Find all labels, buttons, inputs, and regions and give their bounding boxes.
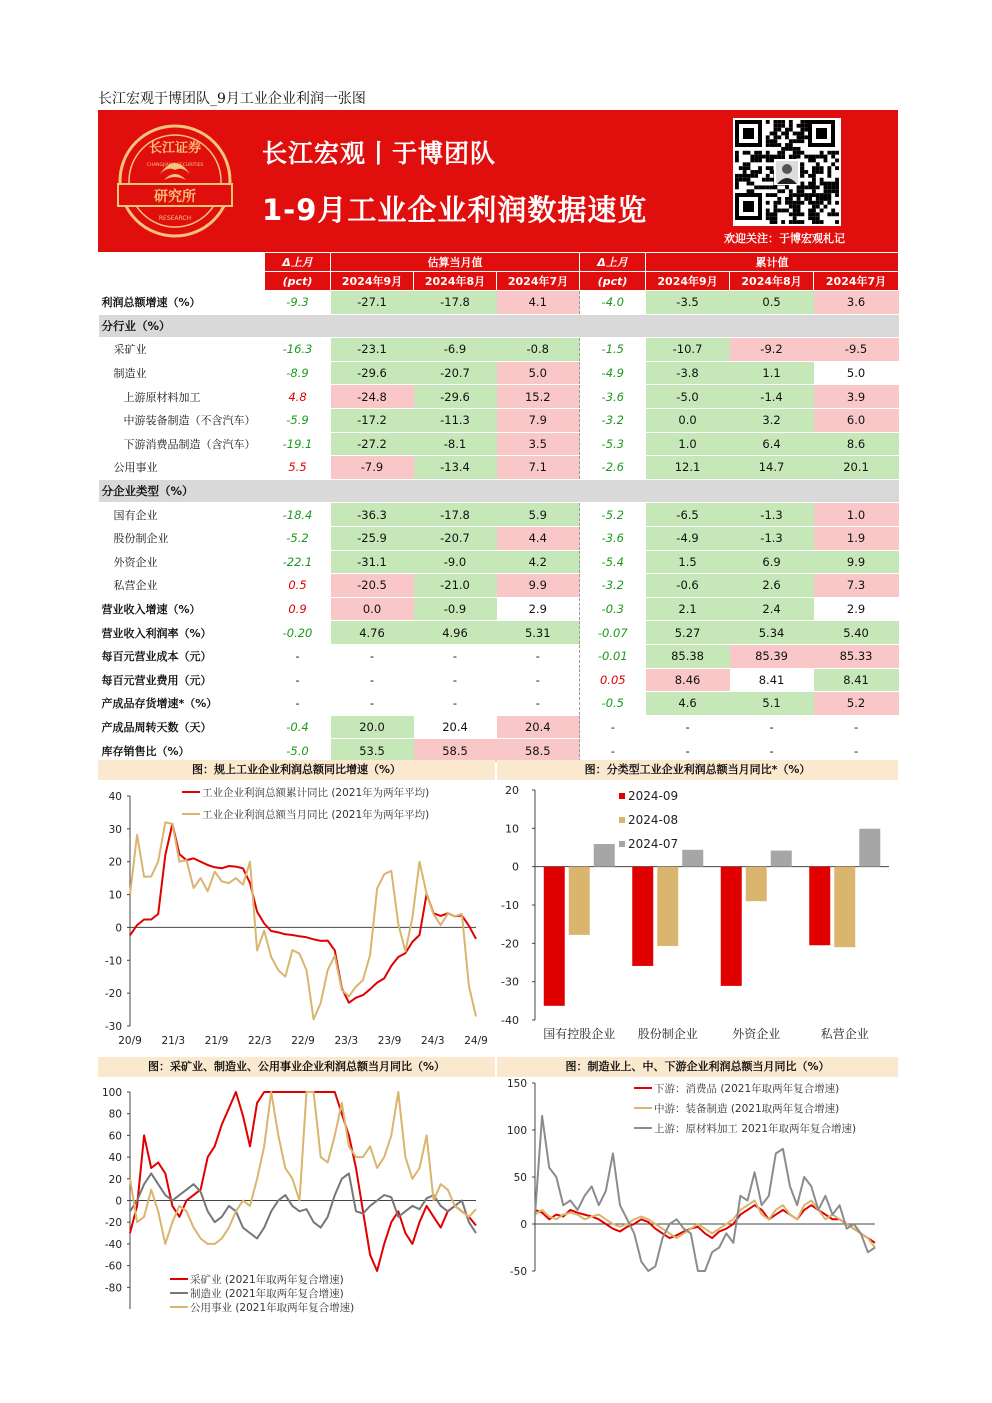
delta-cumulative: -4.0 — [580, 291, 646, 315]
delta-monthly: 5.5 — [265, 456, 331, 480]
col-header-aug: 2024年8月 — [414, 272, 497, 291]
table-row — [99, 668, 899, 692]
legend-label: 2024-08 — [628, 813, 679, 827]
cumulative-value: -1.3 — [730, 503, 814, 527]
monthly-value: 53.5 — [331, 739, 414, 763]
bar-2 — [771, 851, 792, 867]
y-tick-label: 100 — [101, 1087, 122, 1099]
x-tick-label: 20/9 — [118, 1035, 142, 1047]
monthly-value: -0.9 — [414, 597, 497, 621]
monthly-value: 20.0 — [331, 715, 414, 739]
cumulative-value: 6.9 — [730, 550, 814, 574]
delta-monthly: -9.3 — [265, 291, 331, 315]
monthly-value: -6.9 — [414, 338, 497, 362]
cumulative-value: -9.2 — [730, 338, 814, 362]
monthly-value: - — [497, 644, 580, 668]
y-tick-label: 50 — [513, 1172, 527, 1184]
y-tick-label: -50 — [509, 1266, 527, 1278]
delta-monthly: -5.2 — [265, 526, 331, 550]
bar-0 — [809, 867, 830, 946]
delta-monthly: -8.9 — [265, 361, 331, 385]
delta-monthly: - — [265, 668, 331, 692]
row-label: 产成品周转天数（天） — [99, 715, 265, 739]
cumulative-value: 6.4 — [730, 432, 814, 456]
row-label: 股份制企业 — [99, 526, 265, 550]
delta-cumulative: -1.5 — [580, 338, 646, 362]
ownership-profit-bar-chart — [497, 780, 898, 1052]
monthly-value: -17.8 — [414, 503, 497, 527]
series-line-1 — [130, 1173, 476, 1238]
cumulative-value: -3.8 — [646, 361, 730, 385]
table-row — [99, 715, 899, 739]
table-row — [99, 526, 899, 550]
monthly-value: -11.3 — [414, 408, 497, 432]
col-header-jul-cum: 2024年7月 — [814, 272, 899, 291]
delta-cumulative: -3.2 — [580, 574, 646, 598]
cumulative-value: 5.2 — [814, 692, 899, 716]
cumulative-value: 8.46 — [646, 668, 730, 692]
monthly-value: - — [414, 668, 497, 692]
y-tick-label: 40 — [108, 791, 122, 803]
y-tick-label: 0 — [520, 1219, 527, 1231]
y-tick-label: -30 — [104, 1021, 122, 1033]
delta-monthly: 4.8 — [265, 385, 331, 409]
bar-1 — [569, 867, 590, 935]
x-tick-label: 22/9 — [291, 1035, 315, 1047]
delta-cumulative: -2.6 — [580, 456, 646, 480]
monthly-value: -20.7 — [414, 361, 497, 385]
header-blank — [99, 253, 265, 291]
cumulative-value: 1.5 — [646, 550, 730, 574]
x-tick-label: 24/9 — [464, 1035, 488, 1047]
monthly-value: -31.1 — [331, 550, 414, 574]
cumulative-value: 85.39 — [730, 644, 814, 668]
header-banner — [98, 110, 898, 252]
cumulative-value: 1.0 — [646, 432, 730, 456]
monthly-value: -20.5 — [331, 574, 414, 598]
x-tick-label: 23/9 — [377, 1035, 402, 1047]
delta-monthly: -22.1 — [265, 550, 331, 574]
table-row — [99, 550, 899, 574]
banner-title-team: 长江宏观丨于博团队 — [262, 139, 497, 168]
bar-2 — [682, 850, 703, 867]
monthly-value: 5.9 — [497, 503, 580, 527]
cumulative-value: 4.6 — [646, 692, 730, 716]
table-row — [99, 621, 899, 645]
monthly-value: -29.6 — [414, 385, 497, 409]
cumulative-value: -5.0 — [646, 385, 730, 409]
delta-cumulative: - — [580, 739, 646, 763]
monthly-value: -23.1 — [331, 338, 414, 362]
row-label: 营业收入增速（%） — [99, 597, 265, 621]
delta-cumulative: -5.4 — [580, 550, 646, 574]
delta-cumulative: - — [580, 715, 646, 739]
y-tick-label: 0 — [512, 860, 519, 874]
monthly-value: 58.5 — [497, 739, 580, 763]
legend-label: 中游：装备制造 (2021取两年复合增速) — [654, 1103, 840, 1115]
y-tick-label: -20 — [104, 1217, 122, 1230]
series-line-2 — [535, 1116, 875, 1271]
monthly-value: 3.5 — [497, 432, 580, 456]
delta-monthly: -5.0 — [265, 739, 331, 763]
banner-title-report: 1-9月工业企业利润数据速览 — [262, 193, 648, 227]
monthly-value: -7.9 — [331, 456, 414, 480]
cumulative-value: 0.0 — [646, 408, 730, 432]
cumulative-value: -9.5 — [814, 338, 899, 362]
legend-label: 制造业 (2021年取两年复合增速) — [190, 1288, 344, 1300]
delta-header-2: Δ上月 — [580, 253, 646, 272]
legend-label: 上游：原材料加工 2021年取两年复合增速) — [654, 1123, 857, 1135]
y-tick-label: 20 — [505, 784, 519, 797]
table-row — [99, 503, 899, 527]
row-label: 每百元营业成本（元） — [99, 644, 265, 668]
row-label: 国有企业 — [99, 503, 265, 527]
monthly-value: - — [331, 692, 414, 716]
delta-cumulative: -3.6 — [580, 385, 646, 409]
sector-profit-line-chart — [98, 1077, 495, 1313]
monthly-value: -17.8 — [414, 291, 497, 315]
cumulative-value: 2.9 — [814, 597, 899, 621]
x-category-label: 外资企业 — [732, 1027, 781, 1041]
bar-2 — [594, 844, 615, 867]
bar-2 — [859, 829, 880, 867]
y-tick-label: 100 — [506, 1125, 527, 1137]
monthly-value: 9.9 — [497, 574, 580, 598]
x-tick-label: 21/3 — [161, 1035, 186, 1047]
legend-label: 采矿业 (2021年取两年复合增速) — [190, 1274, 344, 1286]
row-label: 产成品存货增速*（%） — [99, 692, 265, 716]
y-tick-label: 10 — [108, 889, 122, 902]
col-header-aug-cum: 2024年8月 — [730, 272, 814, 291]
monthly-value: 4.2 — [497, 550, 580, 574]
table-row — [99, 385, 899, 409]
cumulative-value: 1.1 — [730, 361, 814, 385]
monthly-value: -36.3 — [331, 503, 414, 527]
legend-swatch — [619, 817, 625, 823]
bar-1 — [834, 867, 855, 947]
bar-1 — [657, 867, 678, 946]
group-header-cumulative: 累计值 — [646, 253, 899, 272]
y-tick-label: 60 — [108, 1130, 122, 1143]
delta-unit-2: (pct) — [580, 272, 646, 291]
delta-cumulative: -0.5 — [580, 692, 646, 716]
row-label: 采矿业 — [99, 338, 265, 362]
monthly-value: 15.2 — [497, 385, 580, 409]
row-label: 库存销售比（%） — [99, 739, 265, 763]
cumulative-value: - — [646, 739, 730, 763]
row-label: 中游装备制造（不含汽车） — [99, 408, 265, 432]
monthly-value: 2.9 — [497, 597, 580, 621]
y-tick-label: -60 — [104, 1260, 122, 1273]
x-tick-label: 22/3 — [247, 1035, 272, 1047]
cumulative-value: -6.5 — [646, 503, 730, 527]
y-tick-label: -80 — [104, 1282, 122, 1295]
logo-text-top: 长江证券 — [148, 141, 202, 156]
monthly-value: -9.0 — [414, 550, 497, 574]
table-row — [99, 597, 899, 621]
delta-cumulative: -3.6 — [580, 526, 646, 550]
delta-cumulative: -5.2 — [580, 503, 646, 527]
delta-cumulative: -3.2 — [580, 408, 646, 432]
col-header-sep-cum: 2024年9月 — [646, 272, 730, 291]
row-label: 下游消费品制造（含汽车） — [99, 432, 265, 456]
chart4-title: 图：制造业上、中、下游企业利润总额当月同比（%） — [497, 1057, 898, 1077]
x-tick-label: 24/3 — [420, 1035, 445, 1047]
table-row — [99, 456, 899, 480]
delta-cumulative: -5.3 — [580, 432, 646, 456]
table-row — [99, 408, 899, 432]
cumulative-value: -4.9 — [646, 526, 730, 550]
row-label: 每百元营业费用（元） — [99, 668, 265, 692]
table-row — [99, 291, 899, 315]
legend-swatch — [619, 793, 625, 799]
cumulative-value: -0.6 — [646, 574, 730, 598]
changjiang-logo — [116, 122, 234, 240]
x-tick-label: 23/3 — [334, 1035, 359, 1047]
legend-label: 2024-07 — [628, 837, 679, 851]
cumulative-value: 20.1 — [814, 456, 899, 480]
table-row — [99, 692, 899, 716]
profit-growth-line-chart — [98, 780, 495, 1052]
y-tick-label: -40 — [104, 1238, 122, 1251]
table-row — [99, 432, 899, 456]
doc-title: 长江宏观于博团队_9月工业企业利润一张图 — [98, 91, 366, 107]
manufacturing-chain-line-chart — [497, 1077, 898, 1313]
table-row — [99, 338, 899, 362]
delta-cumulative: -0.01 — [580, 644, 646, 668]
cumulative-value: 5.1 — [730, 692, 814, 716]
monthly-value: 4.4 — [497, 526, 580, 550]
delta-cumulative: -4.9 — [580, 361, 646, 385]
cumulative-value: -3.5 — [646, 291, 730, 315]
cumulative-value: 0.5 — [730, 291, 814, 315]
chart3-title: 图：采矿业、制造业、公用事业企业利润总额当月同比（%） — [98, 1057, 495, 1077]
cumulative-value: 85.38 — [646, 644, 730, 668]
y-tick-label: 80 — [108, 1108, 122, 1121]
monthly-value: 4.1 — [497, 291, 580, 315]
x-category-label: 私营企业 — [820, 1027, 869, 1041]
series-line-2 — [130, 1092, 476, 1244]
y-tick-label: -10 — [501, 899, 519, 912]
cumulative-value: 9.9 — [814, 550, 899, 574]
cumulative-value: - — [814, 715, 899, 739]
table-row — [99, 574, 899, 598]
delta-monthly: -18.4 — [265, 503, 331, 527]
series-line-0 — [130, 1092, 476, 1271]
monthly-value: -29.6 — [331, 361, 414, 385]
monthly-value: -27.1 — [331, 291, 414, 315]
cumulative-value: 1.0 — [814, 503, 899, 527]
monthly-value: 20.4 — [414, 715, 497, 739]
cumulative-value: - — [730, 739, 814, 763]
y-tick-label: 30 — [108, 823, 122, 836]
cumulative-value: 6.0 — [814, 408, 899, 432]
monthly-value: 0.0 — [331, 597, 414, 621]
y-tick-label: -10 — [104, 955, 122, 968]
monthly-value: -25.9 — [331, 526, 414, 550]
cumulative-value: 85.33 — [814, 644, 899, 668]
follow-text: 欢迎关注：于博宏观札记 — [724, 232, 845, 245]
x-category-label: 国有控股企业 — [543, 1027, 616, 1041]
monthly-value: -24.8 — [331, 385, 414, 409]
cumulative-value: 3.9 — [814, 385, 899, 409]
table-body — [99, 291, 899, 763]
section-header: 分企业类型（%） — [99, 479, 899, 503]
cumulative-value: 2.6 — [730, 574, 814, 598]
y-tick-label: -40 — [501, 1014, 519, 1027]
y-tick-label: 0 — [115, 1195, 122, 1208]
group-header-monthly: 估算当月值 — [331, 253, 580, 272]
monthly-value: 5.0 — [497, 361, 580, 385]
cumulative-value: -10.7 — [646, 338, 730, 362]
delta-unit-1: (pct) — [265, 272, 331, 291]
monthly-value: 5.31 — [497, 621, 580, 645]
row-label: 制造业 — [99, 361, 265, 385]
col-header-jul: 2024年7月 — [497, 272, 580, 291]
delta-monthly: 0.9 — [265, 597, 331, 621]
x-tick-label: 21/9 — [204, 1035, 229, 1047]
legend-label: 公用事业 (2021年取两年复合增速) — [190, 1302, 355, 1313]
y-tick-label: 0 — [115, 922, 122, 935]
y-tick-label: 40 — [108, 1152, 122, 1165]
cumulative-value: 8.41 — [730, 668, 814, 692]
legend-label: 2024-09 — [628, 789, 679, 803]
monthly-value: - — [414, 692, 497, 716]
monthly-value: 4.76 — [331, 621, 414, 645]
delta-monthly: 0.5 — [265, 574, 331, 598]
y-tick-label: 150 — [506, 1078, 527, 1090]
qr-code-icon[interactable] — [733, 118, 841, 226]
monthly-value: - — [331, 668, 414, 692]
legend-label: 下游：消费品 (2021年取两年复合增速) — [654, 1083, 840, 1095]
chart1-title: 图：规上工业企业利润总额同比增速（%） — [98, 760, 495, 780]
cumulative-value: 8.41 — [814, 668, 899, 692]
monthly-value: 20.4 — [497, 715, 580, 739]
bar-0 — [632, 867, 653, 966]
delta-cumulative: -0.3 — [580, 597, 646, 621]
table-row — [99, 644, 899, 668]
chart2-title: 图：分类型工业企业利润总额当月同比*（%） — [497, 760, 898, 780]
delta-monthly: -0.4 — [265, 715, 331, 739]
cumulative-value: - — [646, 715, 730, 739]
delta-monthly: - — [265, 692, 331, 716]
delta-monthly: - — [265, 644, 331, 668]
bar-0 — [721, 867, 742, 986]
delta-cumulative: 0.05 — [580, 668, 646, 692]
cumulative-value: - — [814, 739, 899, 763]
summary-table — [98, 252, 899, 763]
cumulative-value: 14.7 — [730, 456, 814, 480]
legend-label: 工业企业利润总额累计同比 (2021年为两年平均) — [202, 787, 430, 799]
col-header-sep: 2024年9月 — [331, 272, 414, 291]
monthly-value: - — [497, 668, 580, 692]
monthly-value: - — [497, 692, 580, 716]
row-label: 公用事业 — [99, 456, 265, 480]
monthly-value: - — [414, 644, 497, 668]
cumulative-value: 7.3 — [814, 574, 899, 598]
monthly-value: -27.2 — [331, 432, 414, 456]
monthly-value: 58.5 — [414, 739, 497, 763]
y-tick-label: -30 — [501, 975, 519, 989]
section-header: 分行业（%） — [99, 314, 899, 338]
cumulative-value: 8.6 — [814, 432, 899, 456]
cumulative-value: 5.0 — [814, 361, 899, 385]
y-tick-label: -20 — [501, 937, 519, 951]
row-label: 利润总额增速（%） — [99, 291, 265, 315]
bar-0 — [544, 867, 565, 1006]
monthly-value: -0.8 — [497, 338, 580, 362]
cumulative-value: 3.2 — [730, 408, 814, 432]
row-label: 营业收入利润率（%） — [99, 621, 265, 645]
delta-monthly: -16.3 — [265, 338, 331, 362]
cumulative-value: -1.4 — [730, 385, 814, 409]
series-line-1 — [130, 822, 476, 1019]
cumulative-value: 2.4 — [730, 597, 814, 621]
monthly-value: -17.2 — [331, 408, 414, 432]
y-tick-label: 20 — [108, 856, 122, 869]
cumulative-value: - — [730, 715, 814, 739]
delta-monthly: -5.9 — [265, 408, 331, 432]
y-tick-label: -20 — [104, 988, 122, 1001]
row-label: 上游原材料加工 — [99, 385, 265, 409]
y-tick-label: 10 — [505, 822, 519, 836]
monthly-value: -8.1 — [414, 432, 497, 456]
delta-header-1: Δ上月 — [265, 253, 331, 272]
bar-1 — [746, 867, 767, 902]
monthly-value: 7.1 — [497, 456, 580, 480]
logo-ring-text: CHANGJIANG SECURITIES — [146, 163, 204, 168]
logo-text-mid: 研究所 — [154, 189, 196, 205]
monthly-value: 4.96 — [414, 621, 497, 645]
x-category-label: 股份制企业 — [637, 1027, 698, 1041]
monthly-value: - — [331, 644, 414, 668]
delta-cumulative: -0.07 — [580, 621, 646, 645]
cumulative-value: 1.9 — [814, 526, 899, 550]
cumulative-value: 3.6 — [814, 291, 899, 315]
series-line-0 — [130, 824, 476, 1003]
monthly-value: -13.4 — [414, 456, 497, 480]
delta-monthly: -19.1 — [265, 432, 331, 456]
cumulative-value: 5.27 — [646, 621, 730, 645]
cumulative-value: -1.3 — [730, 526, 814, 550]
table-row — [99, 739, 899, 763]
table-row — [99, 361, 899, 385]
monthly-value: -20.7 — [414, 526, 497, 550]
cumulative-value: 5.40 — [814, 621, 899, 645]
legend-label: 工业企业利润总额当月同比 (2021年为两年平均) — [202, 809, 430, 821]
delta-monthly: -0.20 — [265, 621, 331, 645]
y-tick-label: 20 — [108, 1173, 122, 1186]
monthly-value: 7.9 — [497, 408, 580, 432]
cumulative-value: 12.1 — [646, 456, 730, 480]
cumulative-value: 2.1 — [646, 597, 730, 621]
row-label: 外资企业 — [99, 550, 265, 574]
row-label: 私营企业 — [99, 574, 265, 598]
legend-swatch — [619, 841, 625, 847]
cumulative-value: 5.34 — [730, 621, 814, 645]
logo-text-bottom: RESEARCH — [158, 215, 192, 222]
monthly-value: -21.0 — [414, 574, 497, 598]
